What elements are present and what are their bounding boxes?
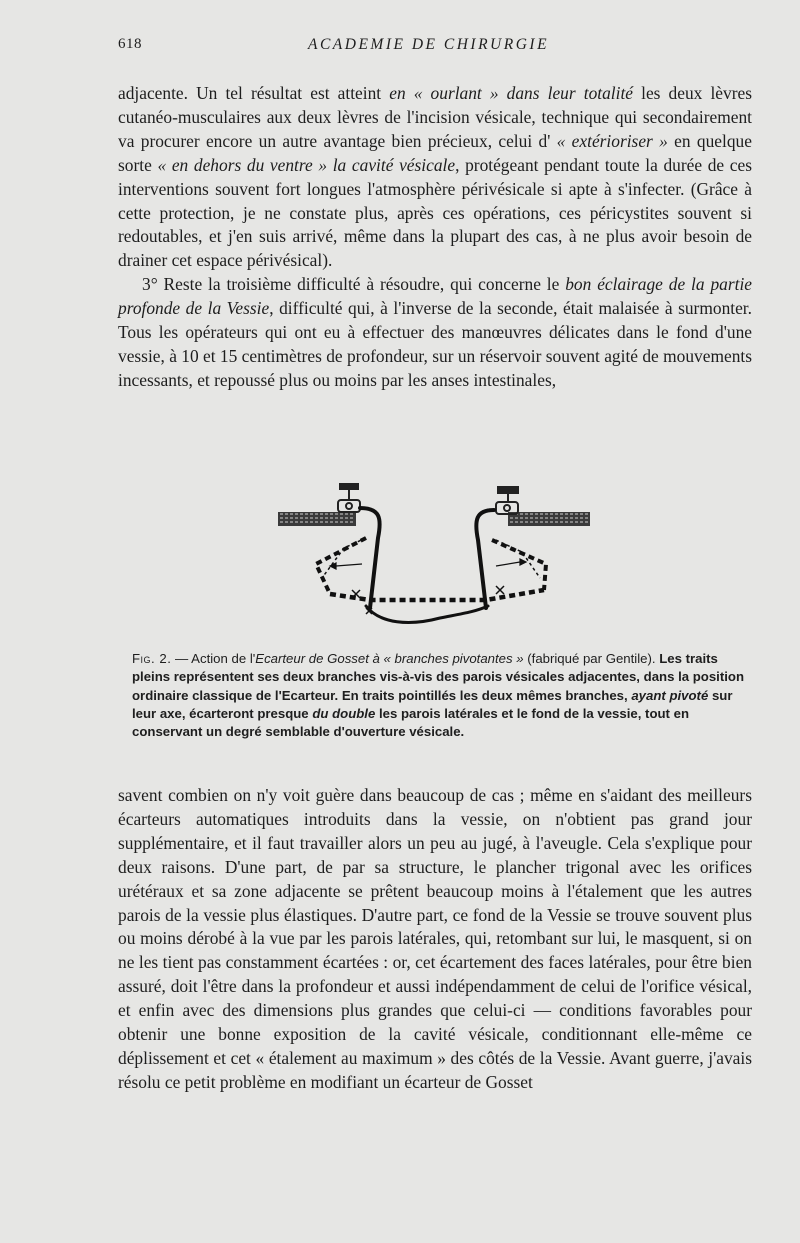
retractor-branches-dotted: [316, 538, 546, 600]
paragraph-troisième-difficulté: [118, 273, 752, 393]
retractor-branches-solid: [360, 508, 494, 622]
italic-run: en « ourlant » dans leur totalité: [389, 83, 634, 103]
caption-run: — Action de l': [171, 651, 256, 666]
pivot-arrows: [330, 559, 526, 569]
figure-caption: [132, 650, 752, 741]
page-number: 618: [118, 36, 142, 52]
paragraph-extériorisation: [118, 82, 752, 273]
italic-run: « extérioriser »: [556, 130, 668, 151]
text-run: , difficulté qui, à l'inverse de la seconde, était malaisée à surmonter. Tous les opérateurs qui ont eu à effectuer des manœuvres délicates dans le fond d'une vessie, à 10 et 15 centimètres de profondeur, sur un réservoir souvent agité de mouvements incessants, et repoussé plus ou moins par les anses intestinales,: [118, 298, 752, 390]
caption-run: (fabriqué par Gentile).: [523, 651, 660, 666]
right-wall: [508, 512, 590, 526]
right-clamp: [496, 487, 518, 514]
italic-run: bon éclairage de la partie profonde de la Vessie: [118, 274, 752, 319]
text-run: adjacente. Un tel résultat est atteint: [118, 83, 390, 103]
italic-run: « en dehors du ventre » la cavité vésicale: [157, 154, 456, 175]
caption-bold: Les traits pleins représentent ses deux branches vis-à-vis des parois vésicales adjacentes, dans la position ordinaire classique de l'Ecarteur. En traits pointillés les deux mêmes branches,: [132, 651, 745, 703]
body-text-bottom: [118, 784, 752, 1095]
figure-ecarteur-diagram: [270, 478, 600, 628]
paragraph-éclairage: savent combien on n'y voit guère dans beaucoup de cas ; même en s'aidant des meilleurs écarteurs automatiques introduits dans la vessie, on n'obtient pas grand jour supplémentaire, et il faut travailler alors un peu au jugé, à l'aveugle. Cela s'explique pour deux raisons. D'une part, de par sa structure, le plancher trigonal avec les orifices urétéraux et sa zone adjacente se prêtent beaucoup moins à l'étalement que les autres parois de la vessie plus élastiques. D'autre part, ce fond de la Vessie se trouve souvent plus ou moins dérobé à la vue par les parois latérales, qui, retombant sur lui, le masquent, si on ne les tient pas constamment écartées : or, cet écartement des faces latérales, pour être bien assuré, doit l'être dans la profondeur et aussi indépendamment de celui de l'orifice vésical, et enfin avec des dimensions plus grandes que celui-ci — conditions favorables pour obtenir une bonne exposition de la cavité vésicale, conditionnant elle-même ce déplissement et cet « étalement au maximum » des côtés de la Vessie. Avant guerre, j'avais résolu ce petit problème en modifiant un écarteur de Gosset: [118, 785, 752, 1092]
caption-bold: les parois latérales et le fond de la vessie, tout en conservant un degré semblable d'ouverture vésicale.: [132, 705, 689, 740]
text-run: les deux lèvres cutanéo-musculaires aux deux lèvres de l'incision vésicale, technique qui secondairement va procurer encore un autre avantage bien précieux, celui d': [118, 83, 752, 151]
left-clamp: [338, 484, 360, 512]
body-text-top: [118, 82, 752, 393]
text-run: en quelque sorte: [118, 130, 752, 175]
caption-bold-italic: ayant pivoté: [631, 687, 709, 703]
page-header: [118, 36, 752, 58]
text-run: 3° Reste la troisième difficulté à résoudre, qui concerne le: [142, 274, 566, 295]
caption-bold-italic: du double: [312, 705, 376, 721]
left-wall: [278, 512, 356, 526]
figure-label: Fig. 2.: [132, 651, 172, 666]
journal-title: ACADEMIE DE CHIRURGIE: [308, 36, 550, 53]
caption-italic: Ecarteur de Gosset à « branches pivotantes »: [255, 651, 524, 666]
caption-bold: sur leur axe, écarteront presque: [132, 687, 733, 721]
text-run: , protégeant pendant toute la durée de ces interventions souvent fort longues l'atmosphère périvésicale si apte à s'infecter. (Grâce à cette protection, je ne constate plus, après ces opérations, ces péricystites souvent si redoutables, et j'en suis arrivé, même dans la plupart des cas, à ne plus avoir besoin de drainer cet espace périvésical).: [118, 154, 752, 271]
